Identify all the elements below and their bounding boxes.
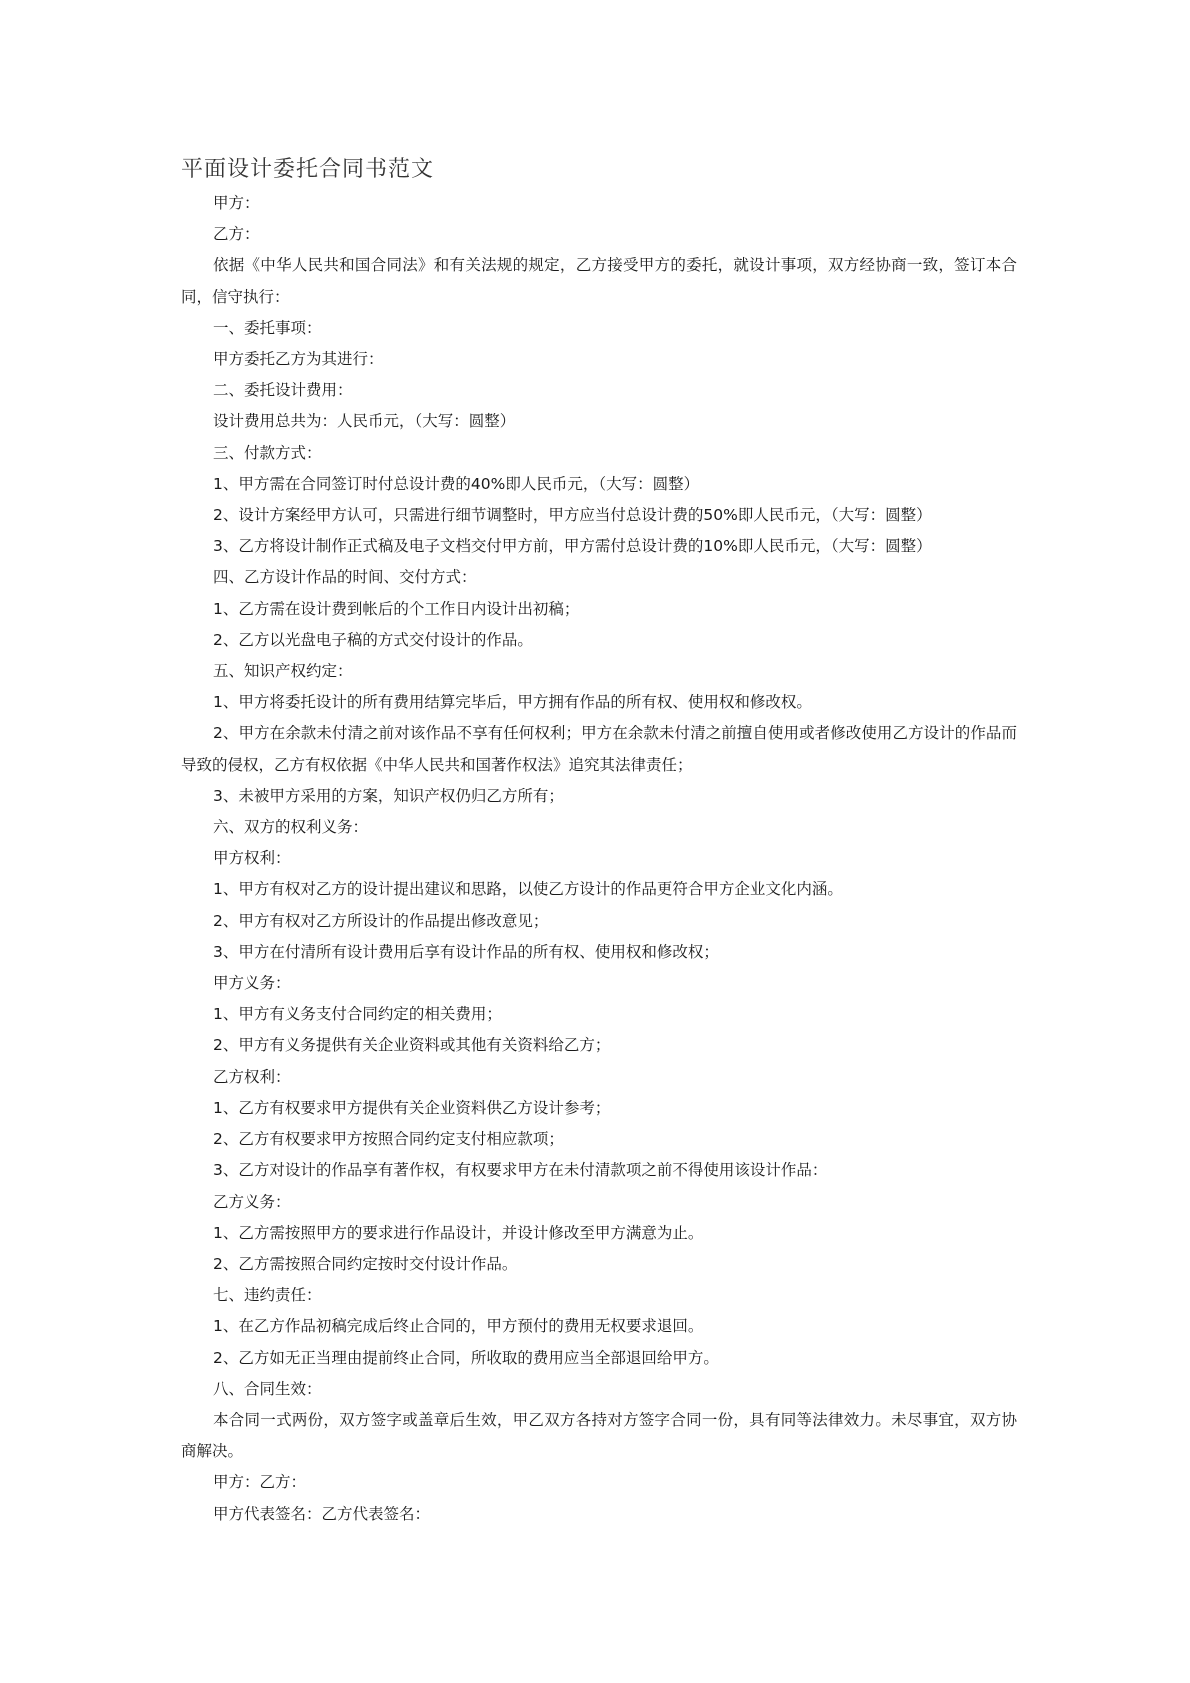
paragraph: 八、合同生效： <box>213 1379 322 1398</box>
paragraph: 甲方代表签名：乙方代表签名： <box>213 1504 431 1523</box>
paragraph: 1、在乙方作品初稿完成后终止合同的，甲方预付的费用无权要求退回。 <box>213 1317 704 1336</box>
paragraph: 二、委托设计费用： <box>213 381 353 400</box>
paragraph: 3、甲方在付清所有设计费用后享有设计作品的所有权、使用权和修改权； <box>213 942 719 961</box>
paragraph: 四、乙方设计作品的时间、交付方式： <box>213 568 477 587</box>
document-body <box>181 188 1017 1530</box>
paragraph: 设计费用总共为：人民币元，（大写：圆整） <box>213 412 516 431</box>
paragraph: 五、知识产权约定： <box>213 662 353 681</box>
paragraph: 2、乙方以光盘电子稿的方式交付设计的作品。 <box>213 630 533 649</box>
paragraph: 1、甲方有权对乙方的设计提出建议和思路，以使乙方设计的作品更符合甲方企业文化内涵。 <box>213 880 843 899</box>
paragraph: 六、双方的权利义务： <box>213 818 369 837</box>
paragraph: 3、未被甲方采用的方案，知识产权仍归乙方所有； <box>213 786 564 805</box>
paragraph: 1、甲方需在合同签订时付总设计费的40%即人民币元，（大写：圆整） <box>213 474 700 493</box>
paragraph: 2、乙方需按照合同约定按时交付设计作品。 <box>213 1254 518 1273</box>
paragraph: 1、乙方需按照甲方的要求进行作品设计，并设计修改至甲方满意为止。 <box>213 1223 704 1242</box>
paragraph: 1、甲方将委托设计的所有费用结算完毕后，甲方拥有作品的所有权、使用权和修改权。 <box>213 693 812 712</box>
paragraph: 1、乙方有权要求甲方提供有关企业资料供乙方设计参考； <box>213 1098 611 1117</box>
paragraph: 一、委托事项： <box>213 318 322 337</box>
paragraph: 2、乙方有权要求甲方按照合同约定支付相应款项； <box>213 1130 564 1149</box>
paragraph: 2、甲方有权对乙方所设计的作品提出修改意见； <box>213 911 549 930</box>
paragraph: 甲方： <box>213 194 260 212</box>
paragraph: 甲方委托乙方为其进行： <box>213 350 384 369</box>
paragraph: 乙方义务： <box>213 1192 291 1211</box>
paragraph: 本合同一式两份，双方签字或盖章后生效，甲乙双方各持对方签字合同一份，具有同等法律效力。未尽事宜，双方协商解决。 <box>181 1410 1017 1461</box>
paragraph: 乙方： <box>213 225 260 244</box>
paragraph: 1、甲方有义务支付合同约定的相关费用； <box>213 1005 502 1024</box>
document-title: 平面设计委托合同书范文 <box>181 157 435 182</box>
paragraph: 甲方权利： <box>213 849 291 868</box>
paragraph: 3、乙方对设计的作品享有著作权，有权要求甲方在未付清款项之前不得使用该设计作品： <box>213 1161 828 1180</box>
paragraph: 依据《中华人民共和国合同法》和有关法规的规定，乙方接受甲方的委托，就设计事项，双方经协商一致，签订本合同，信守执行： <box>181 256 1017 306</box>
paragraph: 3、乙方将设计制作正式稿及电子文档交付甲方前，甲方需付总设计费的10%即人民币元，（大写：圆整） <box>213 537 932 556</box>
paragraph: 2、设计方案经甲方认可，只需进行细节调整时，甲方应当付总设计费的50%即人民币元，（大写：圆整） <box>213 506 932 525</box>
paragraph: 1、乙方需在设计费到帐后的个工作日内设计出初稿； <box>213 599 580 618</box>
paragraph: 2、甲方在余款未付清之前对该作品不享有任何权利；甲方在余款未付清之前擅自使用或者修改使用乙方设计的作品而导致的侵权，乙方有权依据《中华人民共和国著作权法》追究其法律责任； <box>181 724 1017 774</box>
paragraph: 乙方权利： <box>213 1067 291 1086</box>
paragraph: 三、付款方式： <box>213 443 322 462</box>
paragraph: 甲方：乙方： <box>213 1473 307 1492</box>
paragraph: 2、乙方如无正当理由提前终止合同，所收取的费用应当全部退回给甲方。 <box>213 1348 719 1367</box>
paragraph: 2、甲方有义务提供有关企业资料或其他有关资料给乙方； <box>213 1036 611 1055</box>
paragraph: 七、违约责任： <box>213 1286 322 1305</box>
paragraph: 甲方义务： <box>213 974 291 993</box>
